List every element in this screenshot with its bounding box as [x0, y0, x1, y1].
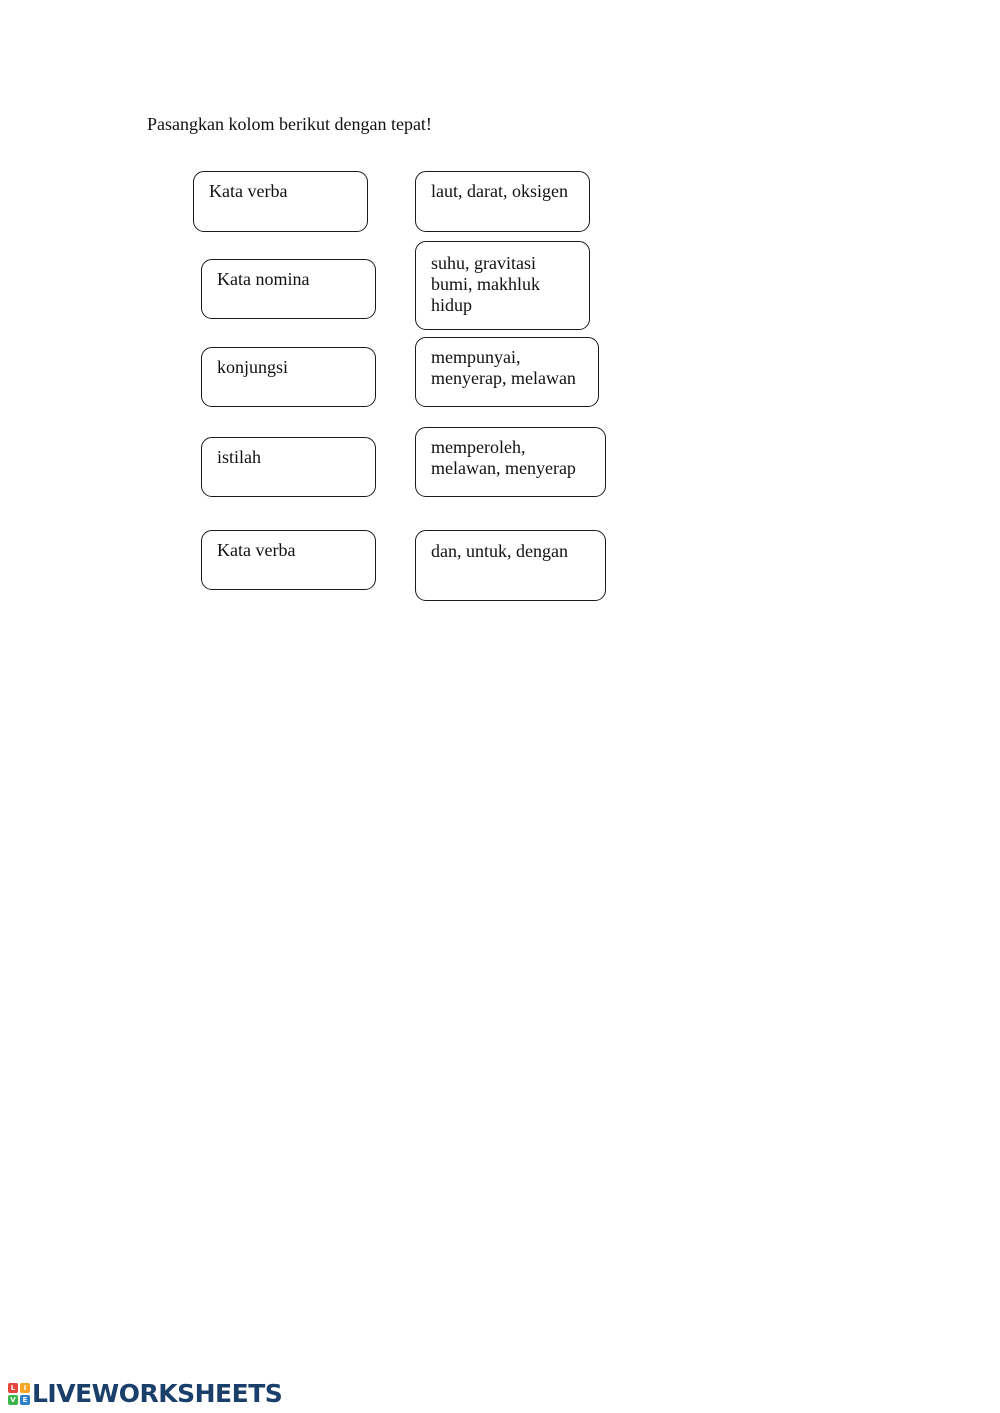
right-box-2[interactable] [415, 241, 590, 330]
logo-square-icon: I [20, 1383, 30, 1393]
left-box-2[interactable] [201, 259, 376, 319]
left-box-label: Kata verba [209, 181, 288, 201]
left-box-label: konjungsi [217, 357, 289, 377]
left-box-3[interactable] [201, 347, 376, 407]
left-box-label: Kata nomina [217, 269, 310, 289]
right-box-4[interactable] [415, 427, 606, 497]
right-box-label: mempunyai, menyerap, melawan [431, 347, 576, 388]
logo-square-icon: E [20, 1395, 30, 1405]
instruction-text: Pasangkan kolom berikut dengan tepat! [147, 114, 432, 134]
logo-square-icon: L [8, 1383, 18, 1393]
logo-mark-icon [8, 1383, 30, 1405]
right-box-label: laut, darat, oksigen [431, 181, 568, 201]
left-box-label: istilah [217, 447, 261, 467]
left-box-label: Kata verba [217, 540, 296, 560]
right-box-label: memperoleh, melawan, menyerap [431, 437, 576, 478]
left-box-5[interactable] [201, 530, 376, 590]
left-box-4[interactable] [201, 437, 376, 497]
liveworksheets-logo [8, 1380, 282, 1408]
logo-text: LIVEWORKSHEETS [32, 1379, 283, 1408]
logo-square-icon: V [8, 1395, 18, 1405]
right-box-5[interactable] [415, 530, 606, 601]
left-box-1[interactable] [193, 171, 368, 232]
right-box-1[interactable] [415, 171, 590, 232]
right-box-3[interactable] [415, 337, 599, 407]
right-box-label: suhu, gravitasi bumi, makhluk hidup [431, 253, 540, 315]
right-box-label: dan, untuk, dengan [431, 541, 568, 561]
